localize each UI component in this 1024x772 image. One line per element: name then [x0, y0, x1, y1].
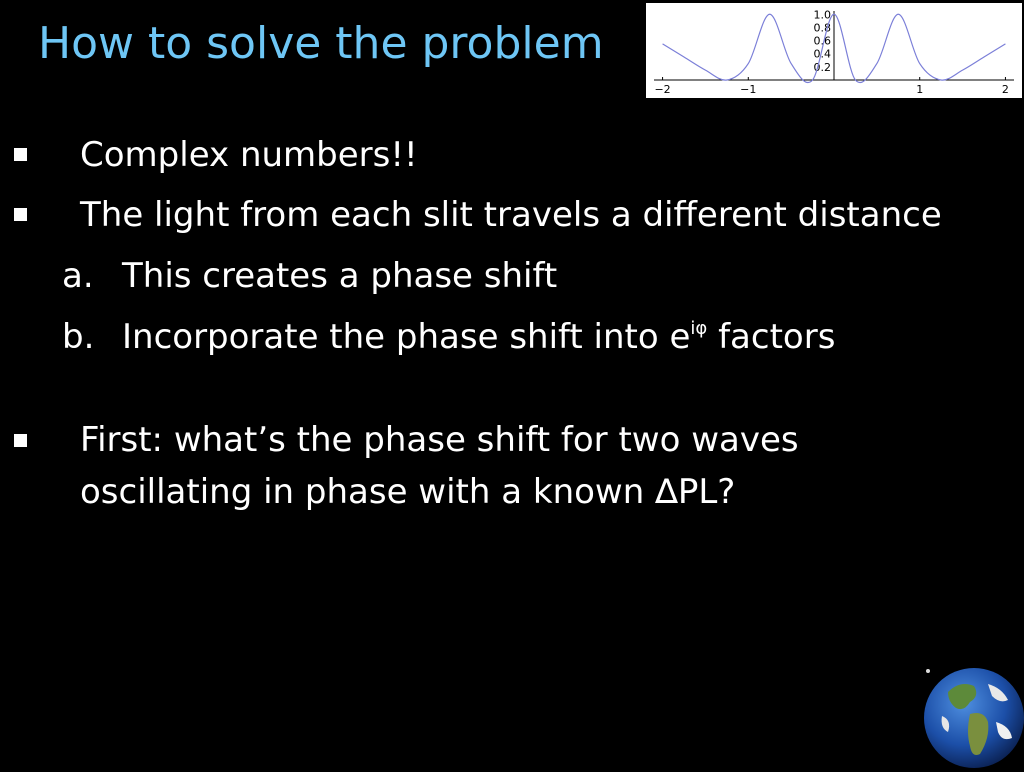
- exponent-i-phi: iφ: [690, 318, 708, 339]
- bullet-marker: [14, 434, 27, 447]
- slide-title: How to solve the problem: [38, 18, 604, 69]
- y-tick-label: 0.2: [813, 60, 831, 74]
- bullet-complex-numbers: Complex numbers!!: [80, 135, 418, 175]
- y-tick-label: 0.8: [813, 21, 831, 35]
- bullet-different-distance: The light from each slit travels a different distance: [80, 195, 942, 235]
- bullet-marker: [14, 148, 27, 161]
- subitem-marker-b: b.: [62, 317, 95, 357]
- bullet-first-question-continuation: oscillating in phase with a known ∆PL?: [80, 472, 736, 512]
- bullet-marker: [14, 208, 27, 221]
- x-tick-label: −2: [654, 83, 671, 96]
- x-tick-label: 2: [1001, 83, 1009, 96]
- subitem-incorporate: [122, 317, 835, 357]
- x-tick-label: 1: [916, 83, 924, 96]
- y-tick-label: 0.6: [813, 34, 831, 48]
- subitem-phase-shift: This creates a phase shift: [122, 256, 558, 296]
- subitem-incorporate-text: Incorporate the phase shift into e: [122, 317, 691, 357]
- subitem-factors-text: factors: [718, 317, 836, 357]
- earth-globe-icon: [918, 662, 1024, 772]
- x-tick-label: −1: [740, 83, 757, 96]
- interference-plot: [646, 3, 1022, 98]
- y-tick-label: 0.4: [813, 47, 831, 61]
- plot-svg: [646, 3, 1022, 98]
- bullet-first-question: First: what’s the phase shift for two waves: [80, 420, 799, 460]
- subitem-marker-a: a.: [62, 256, 94, 296]
- y-tick-label: 1.0: [813, 8, 831, 22]
